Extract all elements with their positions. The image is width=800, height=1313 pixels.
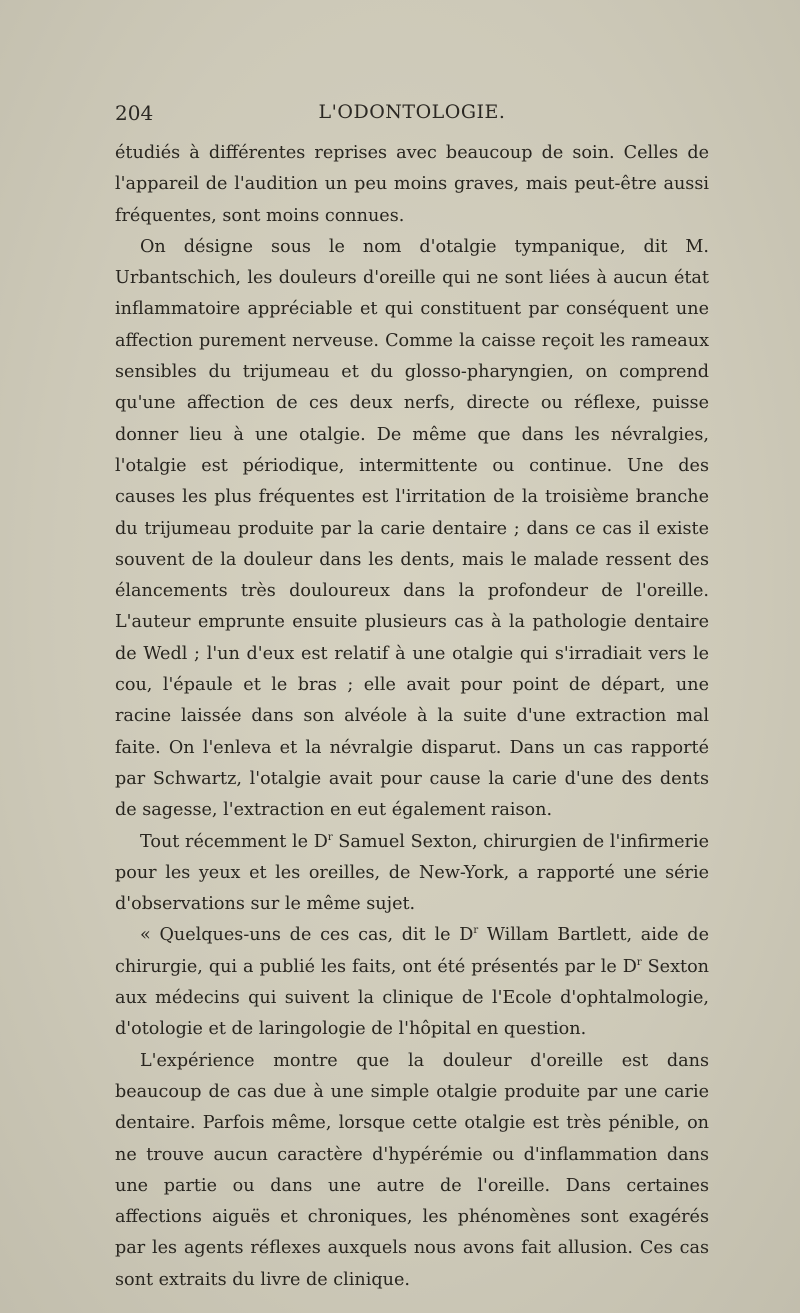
paragraph-4-part-3: Sexton aux médecins qui suivent la clinique de l'Ecole d'ophtalmologie, d'otologie et de laringologie de l'hôpital en question.	[115, 956, 709, 1040]
paragraph-3-part-2: Samuel Sexton, chirurgien de l'infirmerie pour les yeux et les oreilles, de New-York, a rapporté une série d'observations sur le même sujet.	[115, 831, 709, 915]
paragraph-1: étudiés à différentes reprises avec beaucoup de soin. Celles de l'appareil de l'audition un peu moins graves, mais peut-être aussi fréquentes, sont moins connues.	[115, 143, 709, 226]
paragraph-2: On désigne sous le nom d'otalgie tympanique, dit M. Urbantschich, les douleurs d'oreille qui ne sont liées à aucun état inflammatoire appréciable et qui constituent par conséquent une affection purement nerveuse. Comme la caisse reçoit les rameaux sensibles du trijumeau et du glosso-pharyngien, on comprend qu'une affection de ces deux nerfs, directe ou réflexe, puisse donner lieu à une otalgie. De même que dans les névralgies, l'otalgie est périodique, intermittente ou continue. Une des causes les plus fréquentes est l'irritation de la troisième branche du trijumeau produite par la carie dentaire ; dans ce cas il existe souvent de la douleur dans les dents, mais le malade ressent des élancements très douloureux dans la profondeur de l'oreille. L'auteur emprunte ensuite plusieurs cas à la pathologie dentaire de Wedl ; l'un d'eux est relatif à une otalgie qui s'irradiait vers le cou, l'épaule et le bras ; elle avait pour point de départ, une racine laissée dans son alvéole à la suite d'une extraction mal faite. On l'enleva et la névralgie disparut. Dans un cas rapporté par Schwartz, l'otalgie avait pour cause la carie d'une des dents de sagesse, l'extraction en eut également raison.	[115, 236, 709, 821]
paragraph-4-part-1: « Quelques-uns de ces cas, dit le D	[140, 925, 474, 946]
page-header	[115, 101, 709, 131]
doctor-abbrev-sup: r	[327, 831, 333, 843]
page-number: 204	[115, 101, 154, 125]
paragraph-3-part-1: Tout récemment le D	[140, 831, 328, 852]
paragraph-4-part-2: Willam Bartlett, aide de chirurgie, qui a publié les faits, ont été présentés par le D	[115, 925, 709, 977]
paragraph-4	[115, 920, 709, 1045]
paragraph-5: L'expérience montre que la douleur d'oreille est dans beaucoup de cas due à une simple otalgie produite par une carie dentaire. Parfois même, lorsque cette otalgie est très pénible, on ne trouve aucun caractère d'hypérémie ou d'inflammation dans une partie ou dans une autre de l'oreille. Dans certaines affections aiguës et chroniques, les phénomènes sont exagérés par les agents réflexes auxquels nous avons fait allusion. Ces cas sont extraits du livre de clinique.	[115, 1050, 709, 1290]
running-title: L'ODONTOLOGIE.	[318, 101, 506, 123]
paragraph-3	[115, 827, 709, 921]
doctor-abbrev-sup: r	[473, 925, 479, 937]
body-text	[115, 138, 709, 1296]
doctor-abbrev-sup: r	[636, 956, 642, 968]
